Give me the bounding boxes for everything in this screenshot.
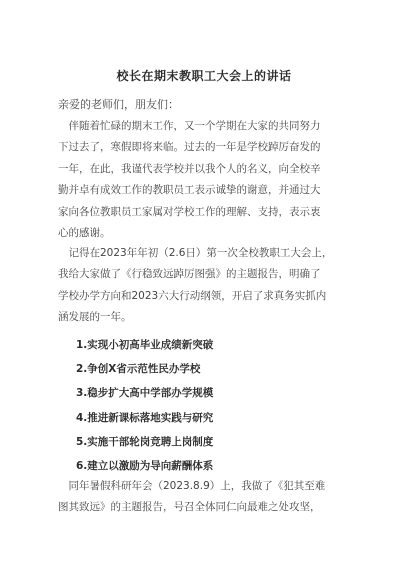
list-item: 1.实现小初高毕业成绩新突破 <box>76 339 214 351</box>
paragraph-3 <box>58 476 358 519</box>
paragraph-1-line: 下过去了，寒假即将来临。过去的一年是学校踔厉奋发的 <box>58 141 321 154</box>
salutation: 亲爱的老师们，朋友们： <box>58 98 179 111</box>
paragraph-1-line: 心的感谢。 <box>58 227 111 240</box>
paragraph-2-line: 我给大家做了《行稳致远踔厉图强》的主题报告，明确了 <box>58 268 321 281</box>
paragraph-2-line: 记得在2023年年初（2.6日）第一次全校教职工大会上， <box>58 247 333 259</box>
paragraph-3-line: 同年暑假科研年会（2023.8.9）上，我做了《犯其至难 <box>58 480 326 492</box>
paragraph-3-line: 图其致远》的主题报告，号召全体同仁向最难之处攻坚， <box>58 501 321 514</box>
paragraph-2-line: 学校办学方向和2023六大行动纲领，开启了求真务实抓内 <box>58 289 327 302</box>
list-item: 3.稳步扩大高中学部办学规模 <box>76 387 214 400</box>
paragraph-1-line: 家向各位教职员工家属对学校工作的理解、支持，表示衷 <box>58 205 321 218</box>
paragraph-1 <box>58 116 358 244</box>
document-title: 校长在期末教职工大会上的讲话 <box>116 69 292 83</box>
paragraph-1-line: 伴随着忙碌的期末工作，又一个学期在大家的共同努力 <box>58 120 321 132</box>
list-item: 2.争创X省示范性民办学校 <box>76 363 201 376</box>
list-item: 6.建立以激励为导向薪酬体系 <box>76 459 214 472</box>
list-item: 4.推进新课标落地实践与研究 <box>76 411 214 424</box>
paragraph-2 <box>58 243 358 329</box>
paragraph-1-line: 一年，在此，我谨代表学校并以我个人的名义，向全校辛 <box>58 162 321 175</box>
paragraph-1-line: 勤并卓有成效工作的教职员工表示诚挚的谢意，并通过大 <box>58 184 321 197</box>
list-item: 5.实施干部轮岗竞聘上岗制度 <box>76 435 214 448</box>
paragraph-2-line: 涵发展的一年。 <box>58 311 132 324</box>
action-list <box>76 333 356 478</box>
